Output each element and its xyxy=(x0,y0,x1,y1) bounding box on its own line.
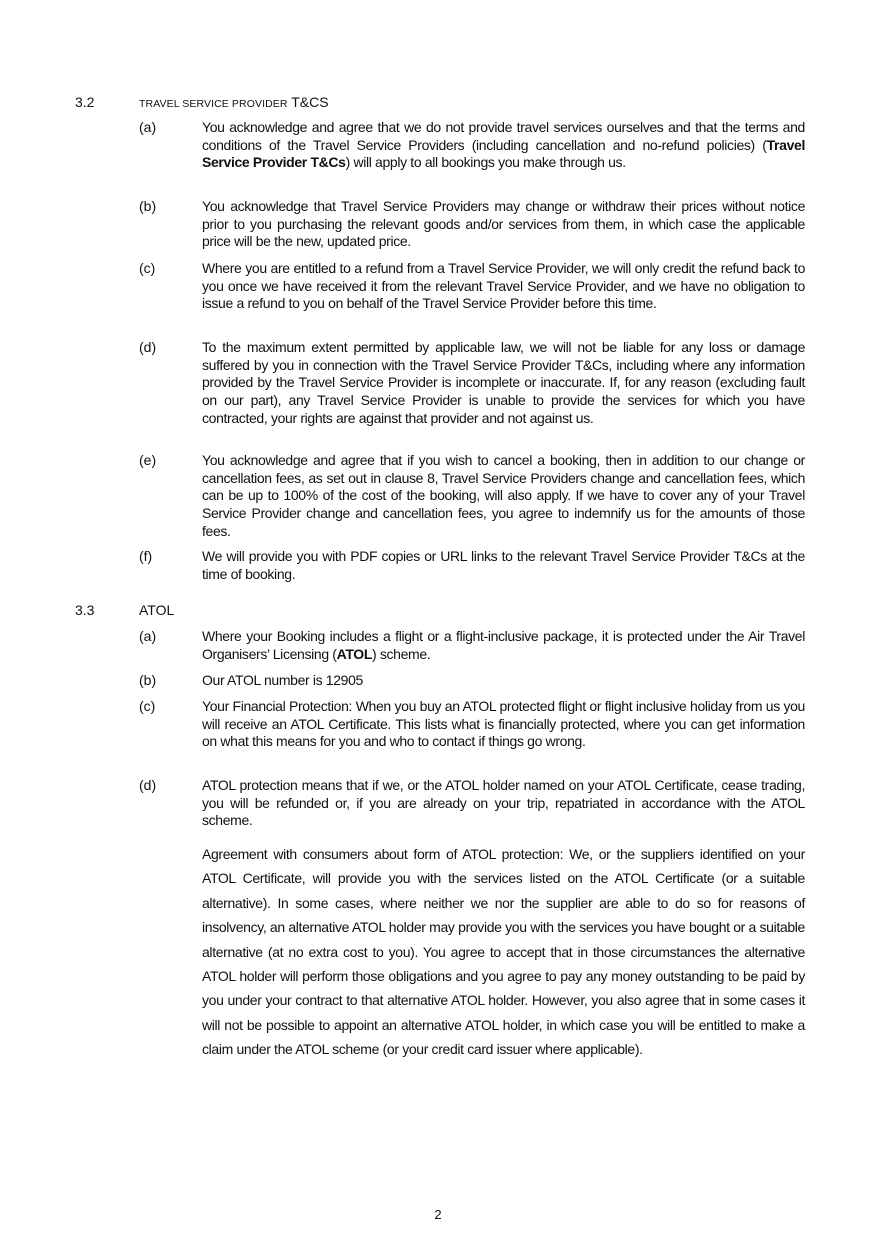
clause-item xyxy=(139,198,805,251)
clause-item xyxy=(139,260,805,313)
clause-label: (c) xyxy=(139,260,156,276)
text: You acknowledge and agree that we do not provide travel services ourselves and that the terms and conditions of the Travel Service Providers (including cancellation and no-refund policies) ( xyxy=(202,119,805,153)
atol-agreement-paragraph: Agreement with consumers about form of ATOL protection: We, or the suppliers identified on your ATOL Certificate, will provide you with the services listed on the ATOL Certificate (or a suitable alternative). In some cases, where neither we nor the supplier are able to do so for reasons of insolvency, an alternative ATOL holder may provide you with the services you have bought or a suitable alternative (at no extra cost to you). You agree to accept that in those circumstances the alternative ATOL holder will perform those obligations and you agree to pay any money outstanding to be paid by you under your contract to that alternative ATOL holder. However, you also agree that in some cases it will not be possible to appoint an alternative ATOL holder, in which case you will be entitled to make a claim under the ATOL scheme (or your credit card issuer where applicable). xyxy=(202,846,805,1058)
clause-label: (b) xyxy=(139,198,157,214)
clause-item xyxy=(139,777,805,830)
clause-text: To the maximum extent permitted by applicable law, we will not be liable for any loss or damage suffered by you in connection with the Travel Service Provider T&Cs, including where any information provided by the Travel Service Provider is incomplete or inaccurate. If, for any reason (excluding fault on our part), any Travel Service Provider is unable to provide the services for which you have contracted, your rights are against that provider and not against us. xyxy=(202,339,805,426)
clause-label: (d) xyxy=(139,339,157,355)
clause-item xyxy=(139,339,805,428)
clause-item xyxy=(139,548,805,583)
clause-label: (c) xyxy=(139,698,156,714)
clause-label: (a) xyxy=(139,119,157,135)
clause-item xyxy=(139,452,805,541)
clause-text: We will provide you with PDF copies or URL links to the relevant Travel Service Provider T&Cs at the time of booking. xyxy=(202,548,805,582)
clause-text: Our ATOL number is 12905 xyxy=(202,672,363,688)
defined-term: Travel Service Provider T&Cs xyxy=(202,136,805,171)
clause-text: ATOL protection means that if we, or the ATOL holder named on your ATOL Certificate, cease trading, you will be refunded or, if you are already on your trip, repatriated in accordance with the ATOL scheme. xyxy=(202,777,805,829)
text: ) will apply to all bookings you make through us. xyxy=(345,154,626,171)
text: ) scheme. xyxy=(372,645,431,662)
section-number: 3.2 xyxy=(75,94,95,110)
clause-item xyxy=(139,119,805,172)
text: Where your Booking includes a flight or a flight-inclusive package, it is protected under the Air Travel Organisers’ Licensing ( xyxy=(202,628,805,662)
clause-item xyxy=(139,672,805,690)
clause-item xyxy=(139,628,805,663)
clause-text: Where you are entitled to a refund from a Travel Service Provider, we will only credit the refund back to you once we have received it from the relevant Travel Service Provider, and we have no obligation to issue a refund to you on behalf of the Travel Service Provider before this time. xyxy=(202,260,805,312)
clause-label: (e) xyxy=(139,452,157,468)
clause-label: (d) xyxy=(139,777,157,793)
clause-text: Your Financial Protection: When you buy an ATOL protected flight or flight inclusive holiday from us you will receive an ATOL Certificate. This lists what is financially protected, where you can get information on what this means for you and who to contact if things go wrong. xyxy=(202,698,805,750)
clause-text xyxy=(202,119,805,172)
clause-item xyxy=(139,698,805,751)
clause-text: You acknowledge that Travel Service Providers may change or withdraw their prices without notice prior to you purchasing the relevant goods and/or services from them, in which case the applicable price will be the new, updated price. xyxy=(202,198,805,250)
clause-label: (a) xyxy=(139,628,157,644)
section-number: 3.3 xyxy=(75,602,95,618)
heading-rest: T&CS xyxy=(287,94,329,110)
page-number: 2 xyxy=(434,1207,442,1222)
section-heading: ATOL xyxy=(139,602,175,618)
defined-term: ATOL xyxy=(336,645,373,662)
heading-smallcaps: TRAVEL SERVICE PROVIDER xyxy=(139,98,288,110)
clause-text: You acknowledge and agree that if you wish to cancel a booking, then in addition to our change or cancellation fees, as set out in clause 8, Travel Service Providers change and cancellation fees, which can be up to 100% of the cost of the booking, will also apply. If we have to cover any of your Travel Service Provider change and cancellation fees, you agree to indemnify us for the amounts of those fees. xyxy=(202,452,805,539)
section-heading xyxy=(139,94,329,110)
clause-label: (b) xyxy=(139,672,157,688)
clause-label: (f) xyxy=(139,548,153,564)
clause-text xyxy=(202,628,805,663)
